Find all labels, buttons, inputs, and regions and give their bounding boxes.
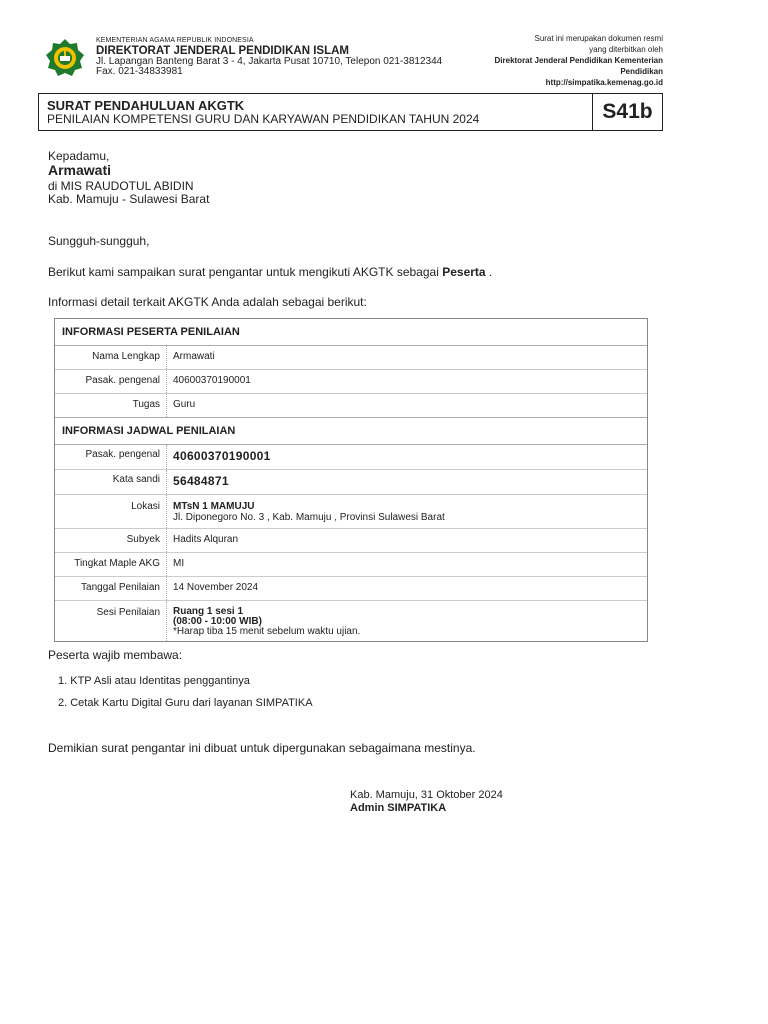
row-label: Tanggal Penilaian bbox=[55, 577, 167, 600]
participant-task-value: Guru bbox=[173, 399, 196, 410]
row-label: Kata sandi bbox=[55, 470, 167, 494]
table-row bbox=[55, 346, 647, 370]
list-item: 2. Cetak Kartu Digital Guru dari layanan SIMPATIKA bbox=[58, 697, 313, 709]
row-label: Subyek bbox=[55, 529, 167, 552]
note-line-4: Pendidikan bbox=[620, 67, 663, 76]
letter-subtitle: PENILAIAN KOMPETENSI GURU DAN KARYAWAN PENDIDIKAN TAHUN 2024 bbox=[47, 112, 480, 126]
note-line-1: Surat ini merupakan dokumen resmi bbox=[534, 34, 663, 43]
recipient-school: di MIS RAUDOTUL ABIDIN bbox=[48, 179, 194, 193]
row-label: Pasak. pengenal bbox=[55, 445, 167, 469]
directorate-fax: Fax. 021-34833981 bbox=[96, 66, 183, 77]
row-label: Pasak. pengenal bbox=[55, 370, 167, 393]
note-url: http://simpatika.kemenag.go.id bbox=[545, 78, 663, 87]
list-item: 1. KTP Asli atau Identitas penggantinya bbox=[58, 675, 250, 687]
greeting: Kepadamu, bbox=[48, 149, 110, 163]
note-line-3: Direktorat Jenderal Pendidikan Kementerian bbox=[494, 56, 663, 65]
participant-name-value: Armawati bbox=[173, 351, 215, 362]
table-row bbox=[55, 470, 647, 495]
table-row bbox=[55, 553, 647, 577]
session-value bbox=[167, 601, 647, 641]
date-value: 14 November 2024 bbox=[173, 582, 259, 593]
detail-intro: Informasi detail terkait AKGTK Anda adalah sebagai berikut: bbox=[48, 295, 367, 309]
session-time: (08:00 - 10:00 WIB) bbox=[173, 616, 262, 627]
level-value: MI bbox=[173, 558, 185, 569]
letter-title: SURAT PENDAHULUAN AKGTK bbox=[47, 98, 245, 113]
signature-place-date: Kab. Mamuju, 31 Oktober 2024 bbox=[350, 789, 503, 801]
location-address: Jl. Diponegoro No. 3 , Kab. Mamuju , Provinsi Sulawesi Barat bbox=[173, 512, 445, 523]
participant-section-header: INFORMASI PESERTA PENILAIAN bbox=[55, 319, 647, 346]
table-row bbox=[55, 577, 647, 601]
intro-suffix: . bbox=[485, 265, 493, 279]
schedule-section-header: INFORMASI JADWAL PENILAIAN bbox=[55, 418, 647, 445]
recipient-region: Kab. Mamuju - Sulawesi Barat bbox=[48, 192, 210, 206]
ministry-name: KEMENTERIAN AGAMA REPUBLIK INDONESIA bbox=[96, 37, 254, 44]
intro-paragraph bbox=[48, 265, 492, 279]
row-label: Nama Lengkap bbox=[55, 346, 167, 369]
location-name: MTsN 1 MAMUJU bbox=[173, 501, 255, 512]
table-row bbox=[55, 445, 647, 470]
assessment-info-table bbox=[54, 318, 648, 642]
table-row bbox=[55, 495, 647, 529]
directorate-name: DIREKTORAT JENDERAL PENDIDIKAN ISLAM bbox=[96, 45, 350, 57]
password-value: 56484871 bbox=[173, 474, 229, 488]
recipient-name: Armawati bbox=[48, 162, 112, 178]
schedule-id-value: 40600370190001 bbox=[173, 449, 271, 463]
row-label: Tingkat Maple AKG bbox=[55, 553, 167, 576]
kemenag-logo-icon bbox=[45, 38, 85, 78]
letter-title-box bbox=[38, 93, 663, 131]
intro-text: Berikut kami sampaikan surat pengantar untuk mengikuti AKGTK sebagai bbox=[48, 265, 443, 279]
official-document-note bbox=[443, 33, 663, 88]
session-note: *Harap tiba 15 menit sebelum waktu ujian. bbox=[173, 626, 361, 637]
subject-value: Hadits Alquran bbox=[173, 534, 239, 545]
directorate-address: Jl. Lapangan Banteng Barat 3 - 4, Jakarta Pusat 10710, Telepon 021-3812344 bbox=[96, 56, 443, 67]
row-label: Lokasi bbox=[55, 495, 167, 528]
bring-heading: Peserta wajib membawa: bbox=[48, 648, 183, 662]
table-row bbox=[55, 529, 647, 553]
location-value bbox=[167, 495, 647, 528]
intro-role: Peserta bbox=[442, 265, 486, 279]
closing-text: Demikian surat pengantar ini dibuat untuk dipergunakan sebagaimana mestinya. bbox=[48, 741, 476, 755]
row-label: Tugas bbox=[55, 394, 167, 417]
participant-id-value: 40600370190001 bbox=[173, 375, 251, 386]
session-room: Ruang 1 sesi 1 bbox=[173, 606, 244, 617]
row-label: Sesi Penilaian bbox=[55, 601, 167, 641]
signature-signer: Admin SIMPATIKA bbox=[350, 802, 447, 814]
note-line-2: yang diterbitkan oleh bbox=[589, 45, 663, 54]
table-row bbox=[55, 370, 647, 394]
table-row bbox=[55, 601, 647, 641]
salutation: Sungguh-sungguh, bbox=[48, 234, 150, 248]
table-row bbox=[55, 394, 647, 418]
form-code: S41b bbox=[592, 94, 662, 130]
